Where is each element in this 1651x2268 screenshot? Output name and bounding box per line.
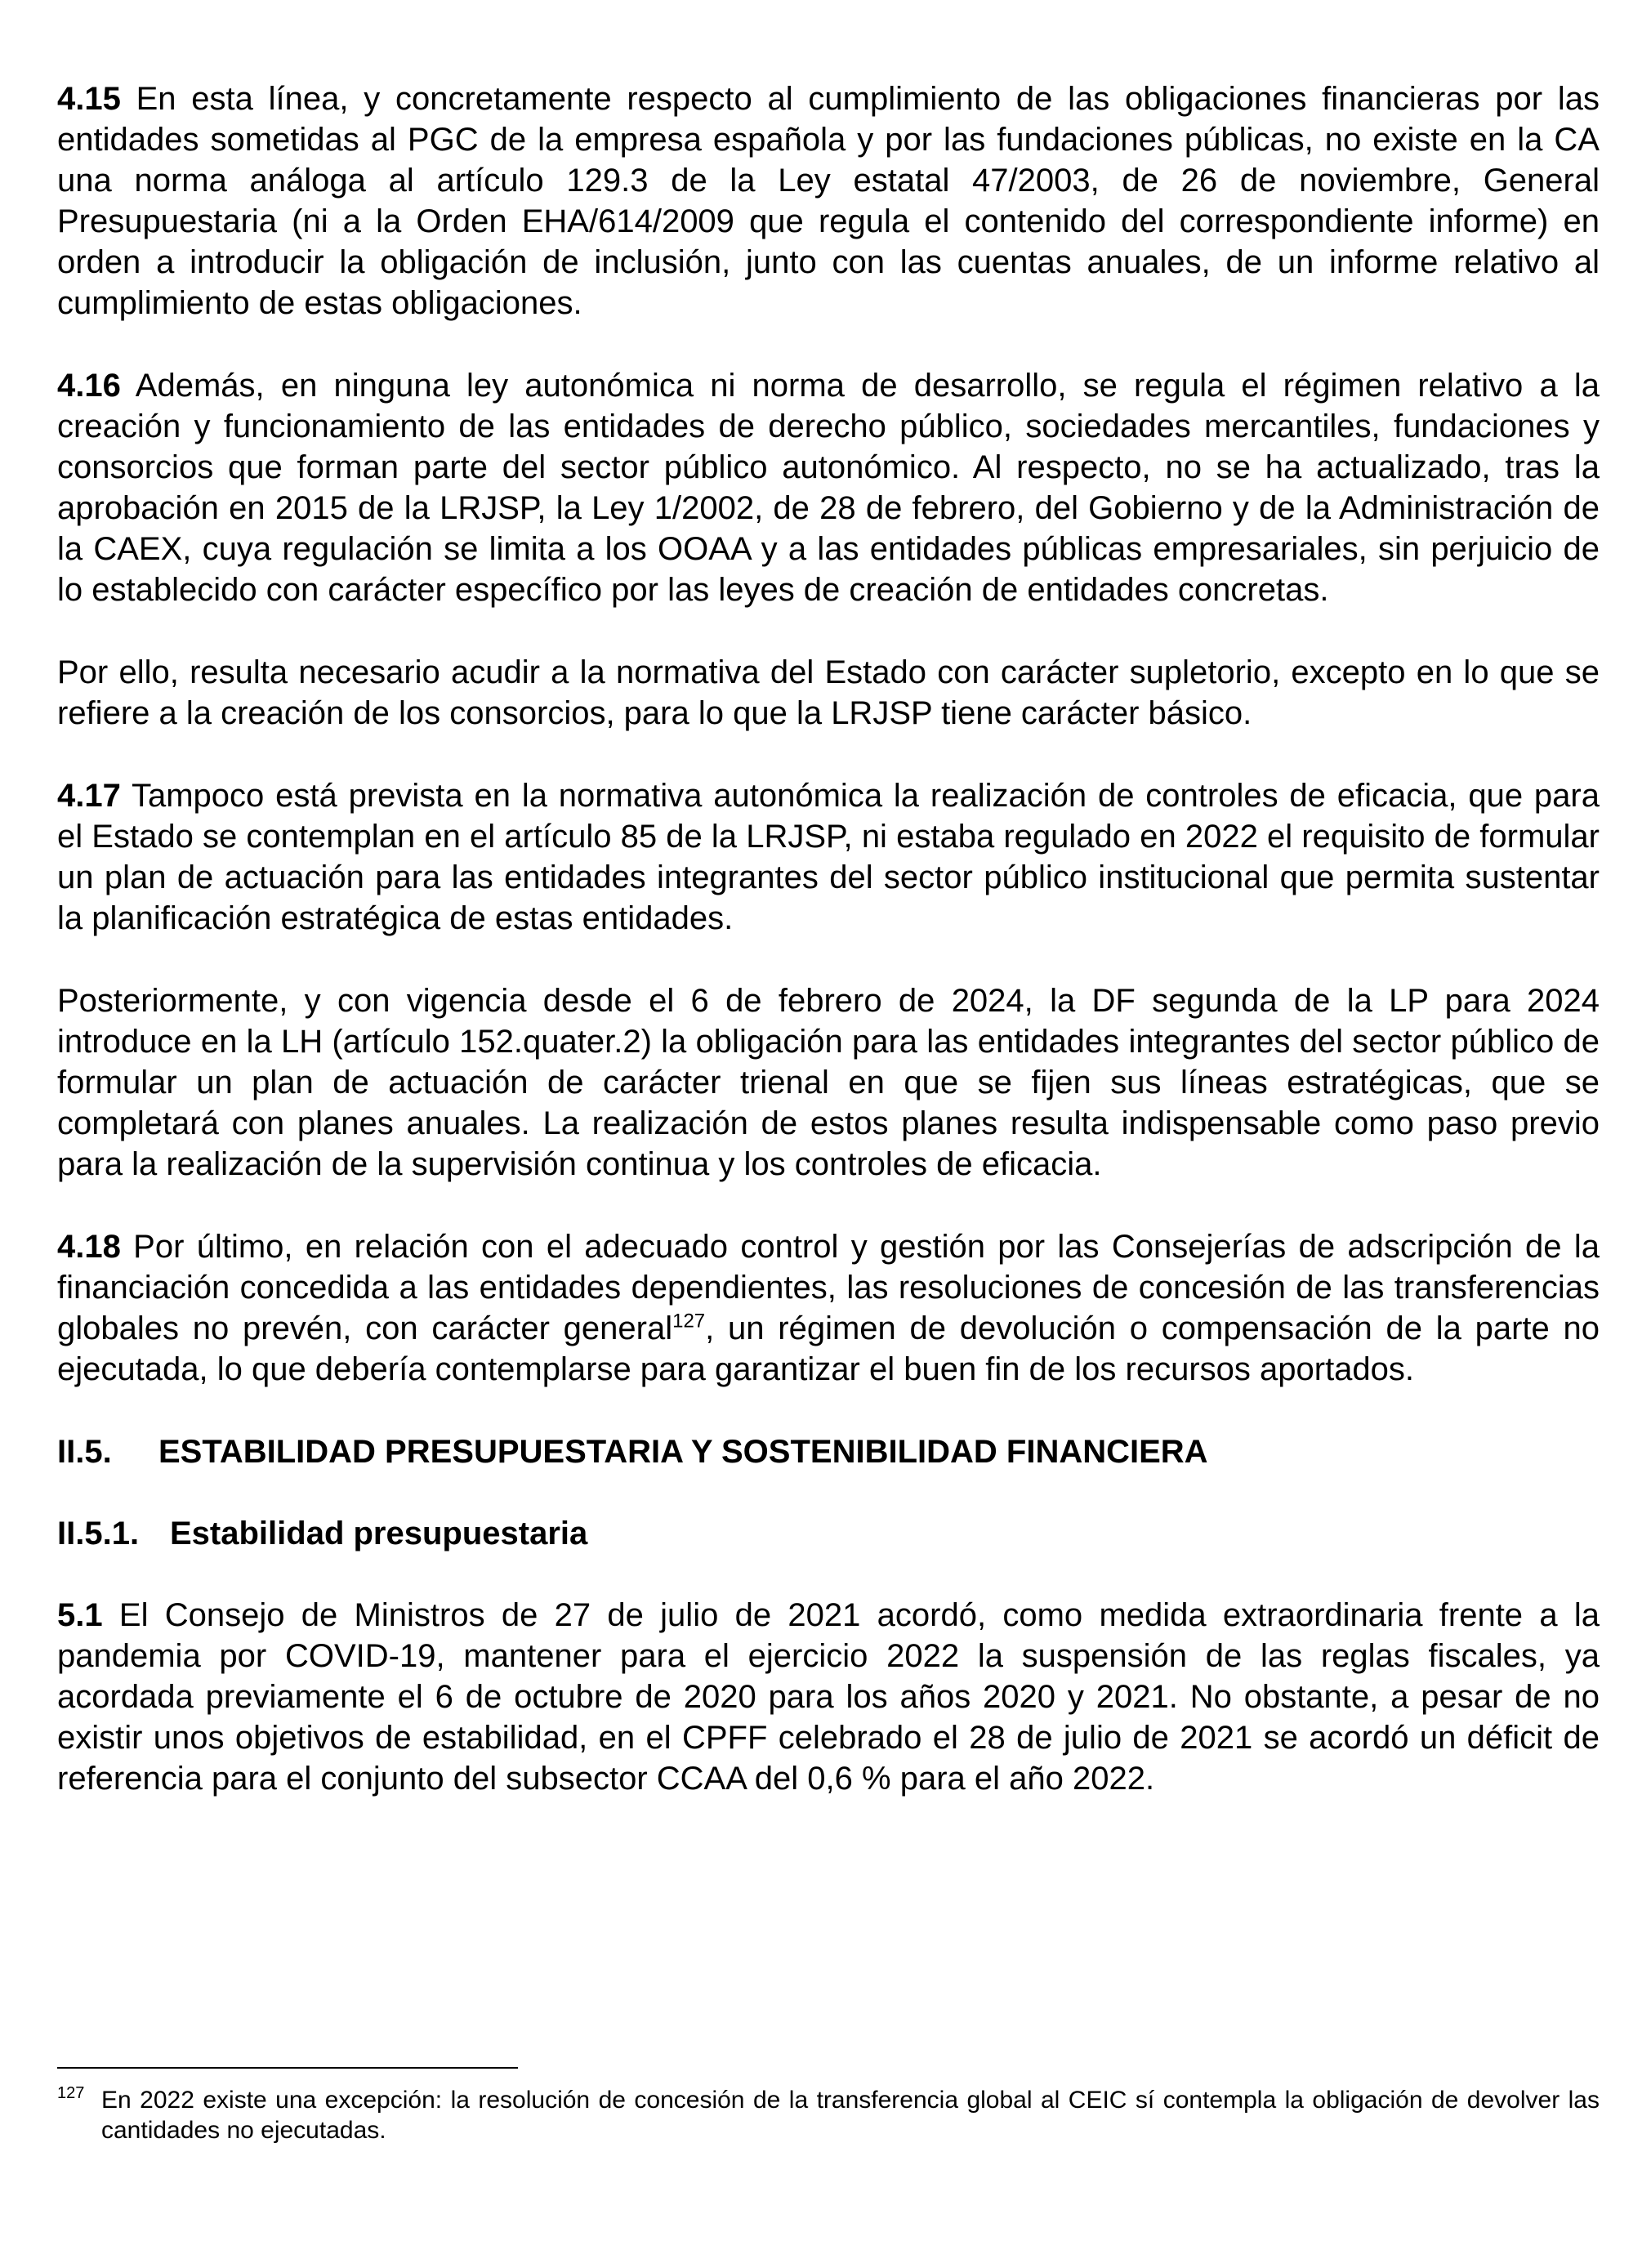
paragraph-text: El Consejo de Ministros de 27 de julio de 2021 acordó, como medida extraordinaria frente a la pandemia por COVID-19, mantener para el ejercicio 2022 la suspensión de las reglas fiscales, ya acordada previamente el 6 de octubre de 2020 para los años 2020 y 2021. No obstante, a pesar de no existir unos objetivos de estabilidad, en el CPFF celebrado el 28 de julio de 2021 se acordó un déficit de referencia para el conjunto del subsector CCAA del 0,6 % para el año 2022.: [57, 1597, 1600, 1797]
paragraph-4-15: [57, 78, 1600, 324]
section-heading: [57, 1431, 1600, 1472]
footnote-number: 127: [57, 2084, 85, 2102]
subsection-heading: [57, 1513, 1600, 1554]
footnote-127: [57, 2085, 1600, 2145]
paragraph-text: Además, en ninguna ley autonómica ni norma de desarrollo, se regula el régimen relativo a la creación y funcionamiento de las entidades de derecho público, sociedades mercantiles, fundaciones y consorcios que forman parte del sector público autonómico. Al respecto, no se ha actualizado, tras la aprobación en 2015 de la LRJSP, la Ley 1/2002, de 28 de febrero, del Gobierno y de la Administración de la CAEX, cuya regulación se limita a los OOAA y a las entidades públicas empresariales, sin perjuicio de lo establecido con carácter específico por las leyes de creación de entidades concretas.: [57, 368, 1600, 608]
paragraph-number: 5.1: [57, 1597, 103, 1633]
paragraph-text: Posteriormente, y con vigencia desde el 6 de febrero de 2024, la DF segunda de la LP para 2024 introduce en la LH (artículo 152.quater.2) la obligación para las entidades integrantes del sector público de formular un plan de actuación de carácter trienal en que se fijen sus líneas estratégicas, que se completará con planes anuales. La realización de estos planes resulta indispensable como paso previo para la realización de la supervisión continua y los controles de eficacia.: [57, 983, 1600, 1182]
section-title: ESTABILIDAD PRESUPUESTARIA Y SOSTENIBILIDAD FINANCIERA: [158, 1434, 1208, 1470]
paragraph-5-1: [57, 1595, 1600, 1799]
paragraph-4-18: [57, 1226, 1600, 1390]
paragraph-4-16: [57, 365, 1600, 610]
section-number: II.5.: [57, 1434, 112, 1470]
paragraph-4-17: [57, 775, 1600, 939]
footnote-divider: [57, 2067, 518, 2069]
document-page: [57, 78, 1600, 1841]
paragraph-text: Por ello, resulta necesario acudir a la normativa del Estado con carácter supletorio, excepto en lo que se refiere a la creación de los consorcios, para lo que la LRJSP tiene carácter básico.: [57, 654, 1600, 731]
paragraph-number: 4.15: [57, 81, 121, 117]
footnotes-area: [57, 2067, 1600, 2145]
paragraph-text-continued: , un régimen de devolución o compensación de la parte no ejecutada, lo que debería contemplarse para garantizar el buen fin de los recursos aportados.: [57, 1310, 1600, 1387]
footnote-text: En 2022 existe una excepción: la resolución de concesión de la transferencia global al CEIC sí contempla la obligación de devolver las cantidades no ejecutadas.: [101, 2087, 1600, 2144]
paragraph-text: En esta línea, y concretamente respecto al cumplimiento de las obligaciones financieras por las entidades sometidas al PGC de la empresa española y por las fundaciones públicas, no existe en la CA una norma análoga al artículo 129.3 de la Ley estatal 47/2003, de 26 de noviembre, General Presupuestaria (ni a la Orden EHA/614/2009 que regula el contenido del correspondiente informe) en orden a introducir la obligación de inclusión, junto con las cuentas anuales, de un informe relativo al cumplimiento de estas obligaciones.: [57, 81, 1600, 321]
footnote-reference[interactable]: 127: [672, 1310, 706, 1333]
paragraph-4-17-continued: [57, 980, 1600, 1185]
paragraph-number: 4.18: [57, 1229, 121, 1265]
paragraph-text: Por último, en relación con el adecuado control y gestión por las Consejerías de adscripción de la financiación concedida a las entidades dependientes, las resoluciones de concesión de las transferencias globales no prevén, con carácter general: [57, 1229, 1600, 1346]
subsection-number: II.5.1.: [57, 1516, 140, 1551]
paragraph-text: Tampoco está prevista en la normativa autonómica la realización de controles de eficacia, que para el Estado se contemplan en el artículo 85 de la LRJSP, ni estaba regulado en 2022 el requisito de formular un plan de actuación para las entidades integrantes del sector público institucional que permita sustentar la planificación estratégica de estas entidades.: [57, 778, 1600, 936]
paragraph-number: 4.16: [57, 368, 121, 404]
paragraph-4-16-continued: [57, 652, 1600, 734]
paragraph-number: 4.17: [57, 778, 121, 814]
subsection-title: Estabilidad presupuestaria: [170, 1516, 588, 1551]
